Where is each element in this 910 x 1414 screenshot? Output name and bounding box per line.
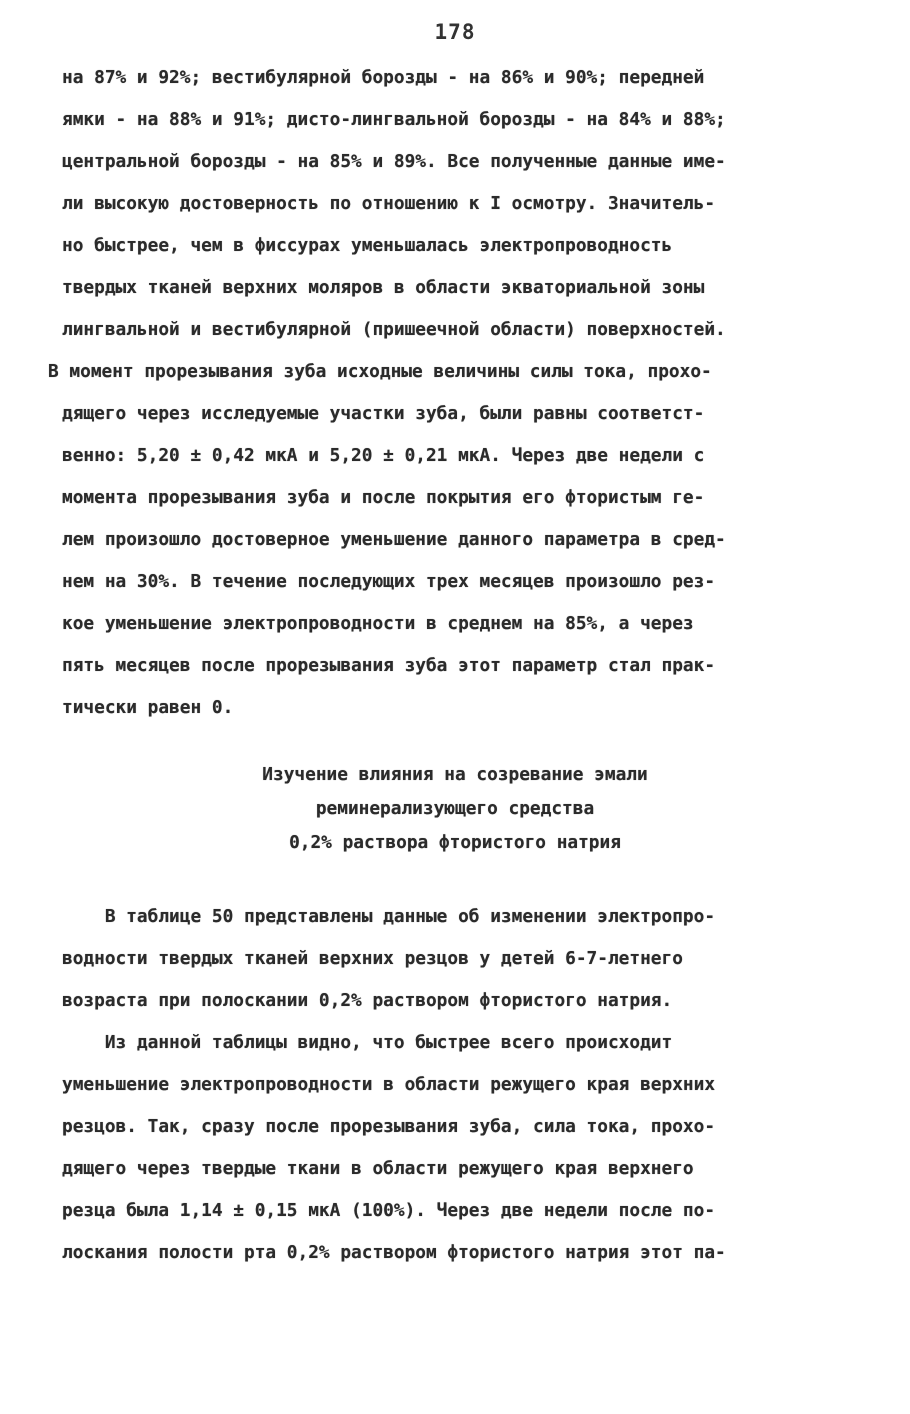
text-line: лоскания полости рта 0,2% раствором фтористого натрия этот па- (62, 1242, 726, 1263)
heading-line: Изучение влияния на созревание эмали (262, 764, 648, 785)
text-line: тически равен 0. (62, 697, 234, 718)
heading-line: 0,2% раствора фтористого натрия (289, 832, 621, 853)
text-line: на 87% и 92%; вестибулярной борозды - на 86% и 90%; передней (62, 67, 705, 88)
heading-line: реминерализующего средства (315, 798, 595, 819)
text-line: венно: 5,20 ± 0,42 мкА и 5,20 ± 0,21 мкА. Через две недели с (62, 445, 705, 466)
page-number: 178 (434, 20, 476, 44)
text-line: лингвальной и вестибулярной (пришеечной области) поверхностей. (62, 319, 726, 340)
text-line: дящего через исследуемые участки зуба, были равны соответст- (62, 403, 705, 424)
text-line: кое уменьшение электропроводности в среднем на 85%, а через (62, 613, 694, 634)
text-line: водности твердых тканей верхних резцов у детей 6-7-летнего (62, 948, 683, 969)
text-line: ли высокую достоверность по отношению к I осмотру. Значитель- (62, 193, 716, 214)
text-line: центральной борозды - на 85% и 89%. Все полученные данные име- (62, 151, 726, 172)
text-line: но быстрее, чем в фиссурах уменьшалась электропроводность (62, 235, 673, 256)
text-line: дящего через твердые ткани в области режущего края верхнего (62, 1158, 694, 1179)
text-line: ямки - на 88% и 91%; дисто-лингвальной борозды - на 84% и 88%; (62, 109, 726, 130)
text-line: Из данной таблицы видно, что быстрее всего происходит (62, 1032, 673, 1053)
text-line: твердых тканей верхних моляров в области экваториальной зоны (62, 277, 705, 298)
text-line: лем произошло достоверное уменьшение данного параметра в сред- (62, 529, 726, 550)
text-line: резцов. Так, сразу после прорезывания зуба, сила тока, прохо- (62, 1116, 716, 1137)
text-line: нем на 30%. В течение последующих трех месяцев произошло рез- (62, 571, 716, 592)
text-line: уменьшение электропроводности в области режущего края верхних (62, 1074, 716, 1095)
text-line: В момент прорезывания зуба исходные величины силы тока, прохо- (48, 361, 712, 382)
text-line: возраста при полоскании 0,2% раствором фтористого натрия. (62, 990, 673, 1011)
text-line: В таблице 50 представлены данные об изменении электропро- (62, 906, 716, 927)
text-line: момента прорезывания зуба и после покрытия его фтористым ге- (62, 487, 705, 508)
text-line: пять месяцев после прорезывания зуба этот параметр стал прак- (62, 655, 716, 676)
text-line: резца была 1,14 ± 0,15 мкА (100%). Через две недели после по- (62, 1200, 716, 1221)
